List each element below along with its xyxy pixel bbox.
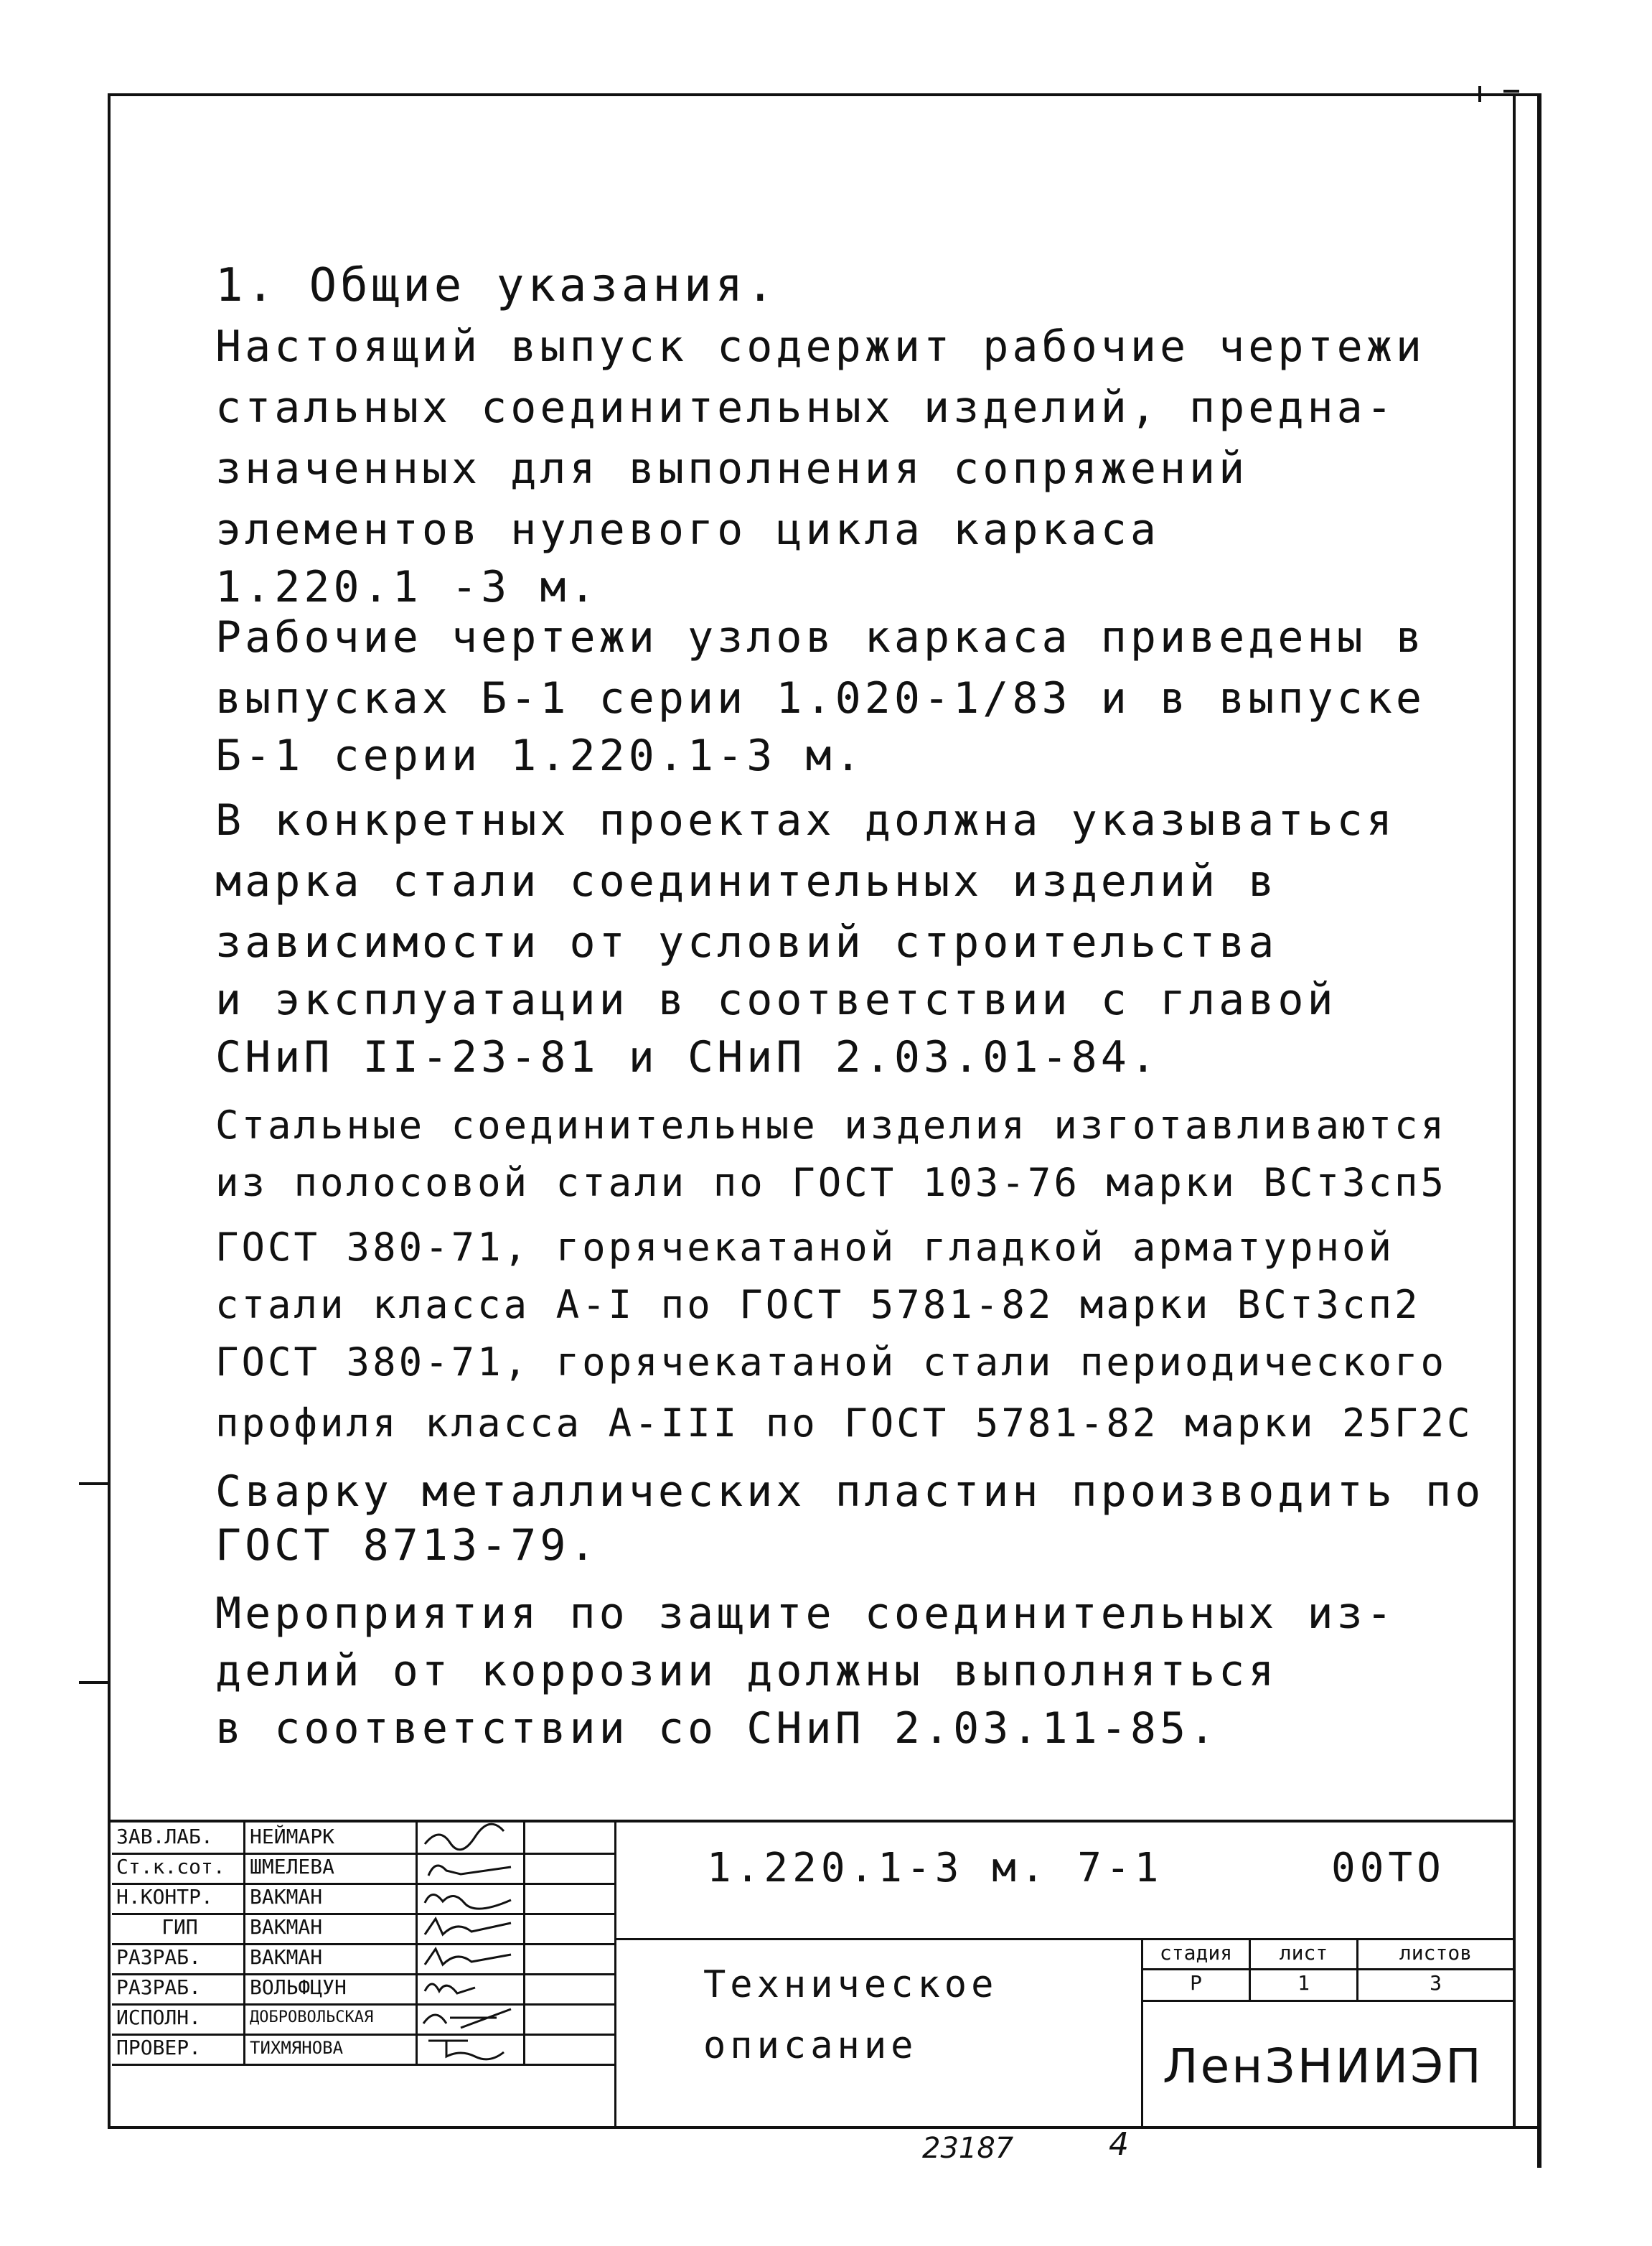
signatory-name: ВАКМАН xyxy=(245,1913,418,1943)
margin-tick xyxy=(79,1681,111,1684)
signatory-name: ВАКМАН xyxy=(245,1883,418,1913)
sheets-value: 3 xyxy=(1430,1971,1442,1995)
text-line: в соответствии со СНиП 2.03.11-85. xyxy=(215,1703,1219,1754)
text-line: зависимости от условий строительства xyxy=(215,917,1278,968)
document-title-line1: Техническое xyxy=(703,1963,998,2006)
signature xyxy=(418,2034,525,2064)
stage-value: Р xyxy=(1190,1971,1202,1995)
row-divider xyxy=(112,2003,614,2006)
signatory-role: Н.КОНТР. xyxy=(112,1883,245,1913)
signatory-row xyxy=(112,1943,614,1973)
text-line: Б-1 серии 1.220.1-3 м. xyxy=(215,731,865,781)
signatory-row xyxy=(112,1822,614,1853)
document-code: 1.220.1-3 м. 7-1 xyxy=(707,1845,1163,1891)
text-line: ГОСТ 380-71, горячекатаной гладкой арматурной xyxy=(215,1225,1394,1270)
corner-tick xyxy=(1503,90,1519,93)
row-divider xyxy=(112,1883,614,1885)
stage-table-divider xyxy=(1141,1968,1514,1970)
text-line: выпусках Б-1 серии 1.020-1/83 и в выпуске xyxy=(215,673,1426,724)
stage-table-divider xyxy=(1141,2000,1514,2002)
signatory-role: РАЗРАБ. xyxy=(112,1943,245,1973)
signature xyxy=(418,1943,525,1973)
sheets-label: листов xyxy=(1399,1941,1473,1965)
signatory-row xyxy=(112,2003,614,2034)
text-line: Стальные соединительные изделия изготавливаются xyxy=(215,1103,1447,1148)
text-line: значенных для выполнения сопряжений xyxy=(215,444,1249,494)
sheet-label: лист xyxy=(1279,1941,1328,1965)
signatory-name: ВОЛЬФЦУН xyxy=(245,1973,418,2003)
text-line: 1.220.1 -3 м. xyxy=(215,562,599,612)
signature xyxy=(418,1883,525,1913)
section-heading: 1. Общие указания. xyxy=(215,259,778,312)
row-divider xyxy=(112,1943,614,1945)
title-block-bottom-border xyxy=(108,2126,1541,2129)
text-line: делий от коррозии должны выполняться xyxy=(215,1646,1278,1696)
sheet-value: 1 xyxy=(1297,1971,1310,1995)
signatory-name: ТИХМЯНОВА xyxy=(245,2034,418,2064)
signatory-name: НЕЙМАРК xyxy=(245,1822,418,1853)
title-block-divider xyxy=(614,1820,616,2128)
corner-tick xyxy=(1478,86,1481,102)
row-divider xyxy=(112,1853,614,1855)
row-divider xyxy=(112,2064,614,2066)
text-line: СНиП II-23-81 и СНиП 2.03.01-84. xyxy=(215,1032,1160,1082)
stage-label: стадия xyxy=(1159,1941,1233,1965)
row-divider xyxy=(112,2034,614,2036)
signatory-role: РАЗРАБ. xyxy=(112,1973,245,2003)
text-line: из полосовой стали по ГОСТ 103-76 марки ВСт3сп5 xyxy=(215,1160,1447,1205)
frame-right-border xyxy=(1537,93,1541,2168)
signatory-role: ИСПОЛН. xyxy=(112,2003,245,2034)
organization-name: ЛенЗНИИЭП xyxy=(1163,2039,1483,2094)
text-line: и эксплуатации в соответствии с главой xyxy=(215,975,1337,1025)
document-suffix: 00ТО xyxy=(1331,1845,1445,1891)
signatory-row xyxy=(112,1913,614,1943)
text-line: В конкретных проектах должна указываться xyxy=(215,795,1396,846)
code-row-divider xyxy=(614,1938,1514,1940)
document-title-line2: описание xyxy=(703,2024,918,2067)
text-line: стали класса А-I по ГОСТ 5781-82 марки ВСт3сп2 xyxy=(215,1282,1421,1327)
signatory-name: ШМЕЛЕВА xyxy=(245,1853,418,1883)
signature xyxy=(418,2003,525,2034)
margin-tick xyxy=(79,1482,111,1485)
signatory-role: ПРОВЕР. xyxy=(112,2034,245,2064)
signatory-role: ЗАВ.ЛАБ. xyxy=(112,1822,245,1853)
signatory-row xyxy=(112,2034,614,2064)
stage-table-divider xyxy=(1141,1938,1143,2128)
row-divider xyxy=(112,1913,614,1915)
signature xyxy=(418,1853,525,1883)
row-divider xyxy=(112,1973,614,1975)
page-mark: 4 xyxy=(1109,2126,1129,2163)
signatory-role: ГИП xyxy=(112,1913,245,1943)
text-line: элементов нулевого цикла каркаса xyxy=(215,505,1160,555)
signature xyxy=(418,1973,525,2003)
text-line: Сварку металлических пластин производить по xyxy=(215,1466,1485,1517)
text-line: Рабочие чертежи узлов каркаса приведены в xyxy=(215,612,1426,663)
signatory-role: Ст.к.сот. xyxy=(112,1853,245,1883)
text-line: ГОСТ 8713-79. xyxy=(215,1520,599,1571)
text-line: Мероприятия по защите соединительных из- xyxy=(215,1588,1396,1639)
signatory-name: ДОБРОВОЛЬСКАЯ xyxy=(245,2003,418,2034)
text-line: профиля класса А-III по ГОСТ 5781-82 марки 25Г2С xyxy=(215,1400,1473,1446)
signatory-row xyxy=(112,1883,614,1913)
text-line: ГОСТ 380-71, горячекатаной стали периодического xyxy=(215,1339,1447,1385)
signature xyxy=(418,1822,525,1853)
text-line: стальных соединительных изделий, предна- xyxy=(215,383,1396,433)
text-line: марка стали соединительных изделий в xyxy=(215,856,1278,907)
signatory-row xyxy=(112,1973,614,2003)
inventory-number: 23187 xyxy=(922,2132,1014,2165)
signatory-name: ВАКМАН xyxy=(245,1943,418,1973)
signature xyxy=(418,1913,525,1943)
signatory-row xyxy=(112,1853,614,1883)
text-line: Настоящий выпуск содержит рабочие чертежи xyxy=(215,322,1426,372)
